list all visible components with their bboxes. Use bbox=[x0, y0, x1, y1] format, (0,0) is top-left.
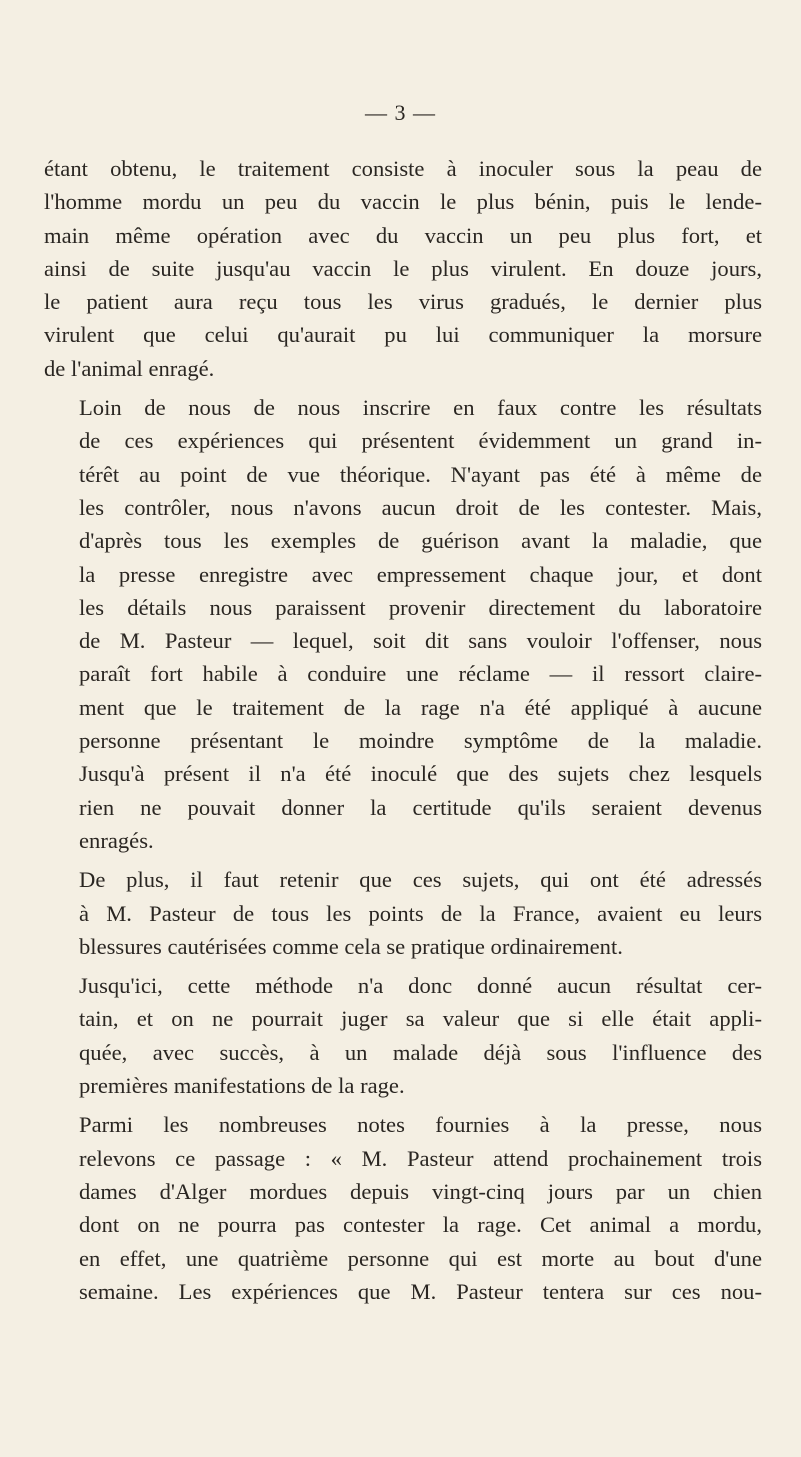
text-line: de l'animal enragé. bbox=[44, 355, 215, 381]
text-line: de ces expériences qui présentent évidemment un grand in- bbox=[79, 428, 762, 454]
text-line: Jusqu'à présent il n'a été inoculé que des sujets chez lesquels bbox=[79, 761, 762, 787]
text-line: semaine. Les expériences que M. Pasteur tentera sur ces nou- bbox=[79, 1278, 762, 1304]
text-line: d'après tous les exemples de guérison avant la maladie, que bbox=[79, 528, 762, 554]
text-line: virulent que celui qu'aurait pu lui communiquer la morsure bbox=[44, 322, 762, 348]
text-line: Parmi les nombreuses notes fournies à la presse, nous bbox=[79, 1112, 762, 1138]
text-line: de M. Pasteur — lequel, soit dit sans vouloir l'offenser, nous bbox=[79, 628, 762, 654]
paragraph-3 bbox=[44, 863, 762, 963]
text-line: dont on ne pourra pas contester la rage. Cet animal a mordu, bbox=[79, 1212, 762, 1238]
text-line: ment que le traitement de la rage n'a été appliqué à aucune bbox=[79, 694, 762, 720]
paragraph-2 bbox=[44, 391, 762, 857]
text-line: l'homme mordu un peu du vaccin le plus bénin, puis le lende- bbox=[44, 189, 762, 215]
page-number: — 3 — bbox=[365, 100, 436, 125]
paragraph-1 bbox=[44, 152, 762, 385]
text-line: rien ne pouvait donner la certitude qu'ils seraient devenus bbox=[79, 794, 762, 820]
text-line: relevons ce passage : « M. Pasteur attend prochainement trois bbox=[79, 1145, 762, 1171]
text-line: Loin de nous de nous inscrire en faux contre les résultats bbox=[79, 395, 762, 421]
text-line: térêt au point de vue théorique. N'ayant pas été à même de bbox=[79, 461, 762, 487]
text-line: enragés. bbox=[79, 827, 154, 853]
text-line: dames d'Alger mordues depuis vingt-cinq jours par un chien bbox=[79, 1178, 762, 1204]
text-line: ainsi de suite jusqu'au vaccin le plus virulent. En douze jours, bbox=[44, 255, 762, 281]
text-line: les contrôler, nous n'avons aucun droit de les contester. Mais, bbox=[79, 494, 762, 520]
text-line: blessures cautérisées comme cela se pratique ordinairement. bbox=[79, 933, 623, 959]
text-line: le patient aura reçu tous les virus gradués, le dernier plus bbox=[44, 289, 762, 315]
text-line: premières manifestations de la rage. bbox=[79, 1073, 405, 1099]
text-line: paraît fort habile à conduire une réclame — il ressort claire- bbox=[79, 661, 762, 687]
text-line: en effet, une quatrième personne qui est morte au bout d'une bbox=[79, 1245, 762, 1271]
text-line: à M. Pasteur de tous les points de la France, avaient eu leurs bbox=[79, 900, 762, 926]
text-line: De plus, il faut retenir que ces sujets, qui ont été adressés bbox=[79, 867, 762, 893]
text-line: la presse enregistre avec empressement chaque jour, et dont bbox=[79, 561, 762, 587]
text-line: quée, avec succès, à un malade déjà sous l'influence des bbox=[79, 1039, 762, 1065]
text-line: Jusqu'ici, cette méthode n'a donc donné aucun résultat cer- bbox=[79, 973, 762, 999]
text-line: tain, et on ne pourrait juger sa valeur que si elle était appli- bbox=[79, 1006, 762, 1032]
paragraph-5 bbox=[44, 1108, 762, 1308]
text-line: les détails nous paraissent provenir directement du laboratoire bbox=[79, 594, 762, 620]
text-line: main même opération avec du vaccin un peu plus fort, et bbox=[44, 222, 762, 248]
paragraph-4 bbox=[44, 969, 762, 1102]
text-line: étant obtenu, le traitement consiste à inoculer sous la peau de bbox=[44, 156, 762, 181]
text-line: personne présentant le moindre symptôme de la maladie. bbox=[79, 728, 762, 754]
